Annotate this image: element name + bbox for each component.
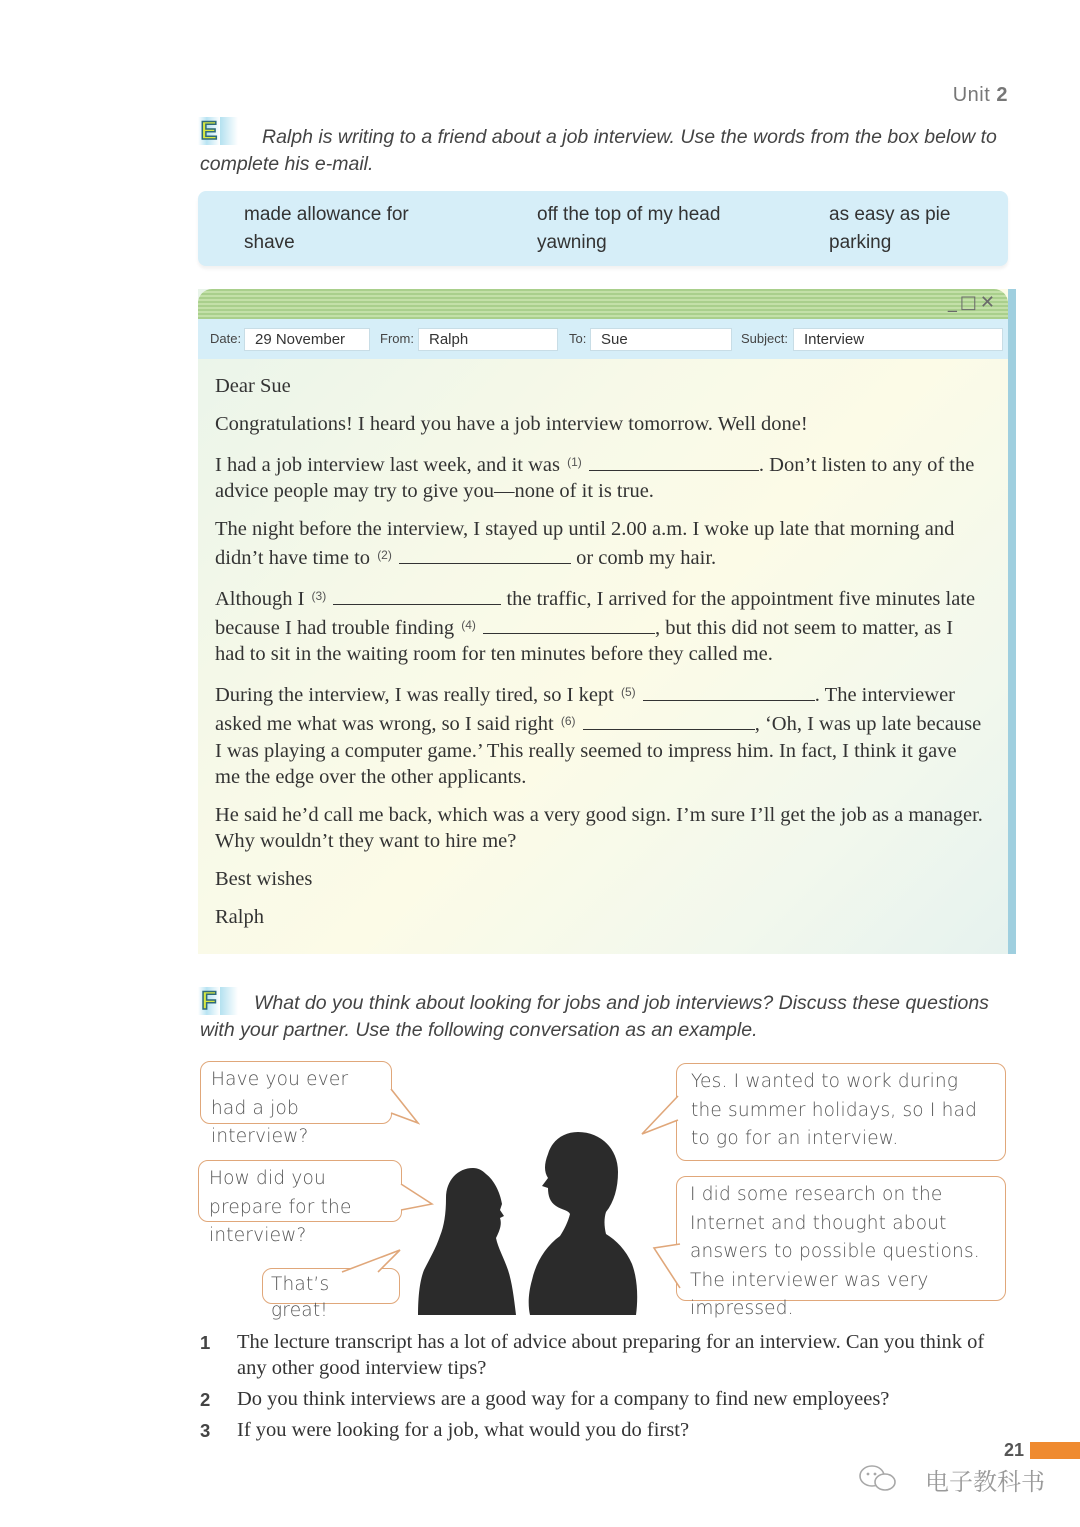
to-field[interactable]: Sue xyxy=(590,328,732,351)
word-box-item: yawning xyxy=(537,232,607,253)
speech-bubble: I did some research on the Internet and thought about answers to possible questions. The interviewer was very impressed. xyxy=(676,1176,1006,1301)
discussion-questions xyxy=(200,1330,1000,1449)
email-title-bar xyxy=(198,289,1008,319)
silhouette-people-image xyxy=(418,1130,640,1315)
speech-bubble: Yes. I wanted to work during the summer holidays, so I had to go for an interview. xyxy=(676,1063,1006,1161)
word-box-item: as easy as pie xyxy=(829,204,951,225)
question-item xyxy=(200,1330,1000,1381)
word-box-item: parking xyxy=(829,232,892,253)
email-window xyxy=(198,289,1016,954)
answer-blank[interactable] xyxy=(399,546,571,564)
answer-blank[interactable] xyxy=(483,616,655,634)
answer-blank[interactable] xyxy=(589,453,759,471)
question-number: 3 xyxy=(200,1419,211,1441)
speech-bubble: How did you prepare for the interview? xyxy=(198,1160,402,1222)
answer-blank[interactable] xyxy=(643,683,815,701)
unit-number: 2 xyxy=(996,84,1008,106)
blank-number: (3) xyxy=(311,588,327,603)
window-controls-icon: _□✕ xyxy=(947,292,998,313)
exercise-f-badge: F xyxy=(198,987,220,1015)
question-number: 1 xyxy=(200,1332,211,1353)
bubble-tail-icon xyxy=(388,1085,420,1125)
blank-number: (2) xyxy=(377,547,392,562)
to-label: To: xyxy=(569,331,587,346)
word-box-item: made allowance for xyxy=(244,204,409,225)
blank-number: (1) xyxy=(567,454,582,469)
email-paragraph: The night before the interview, I stayed up until 2.00 a.m. I woke up late that morning and didn’t have time to $^{(2)}$ or comb my hair. xyxy=(215,517,955,569)
bubble-tail-icon xyxy=(652,1240,682,1290)
exercise-e-badge: E xyxy=(198,117,220,145)
email-paragraph: I had a job interview last week, and it was $^{(1)}$ . Don’t listen to any of the advice people may try to give you—none of it is true. xyxy=(215,453,975,502)
page-number-bar xyxy=(1030,1442,1080,1459)
word-box-item: shave xyxy=(244,232,295,253)
word-box-item: off the top of my head xyxy=(537,204,721,225)
bubble-tail-icon xyxy=(640,1092,680,1136)
watermark-text: 电子教科书 xyxy=(925,1468,1045,1496)
email-header xyxy=(198,319,1008,359)
answer-blank[interactable] xyxy=(333,587,501,605)
from-label: From: xyxy=(380,331,414,346)
email-paragraph: During the interview, I was really tired, so I kept $^{(5)}$ . The interviewer asked me what was wrong, so I said right $^{(6)}$ , ‘Oh, I was up late because I was playing a computer game.’ This really seemed to impress him. In fact, I think it gave me the edge over the other applicants. xyxy=(215,684,982,789)
blank-number: (4) xyxy=(461,618,476,633)
blank-number: (6) xyxy=(560,714,576,729)
speech-bubble: Have you ever had a job interview? xyxy=(200,1061,392,1124)
question-text: If you were looking for a job, what would you do first? xyxy=(237,1418,690,1441)
email-paragraph: Congratulations! I heard you have a job interview tomorrow. Well done! xyxy=(215,412,808,435)
speech-bubble: That’s great! xyxy=(262,1268,400,1304)
page-number: 21 xyxy=(1003,1440,1024,1460)
blank-number: (5) xyxy=(621,685,636,700)
subject-label: Subject: xyxy=(741,331,788,346)
email-greeting: Dear Sue xyxy=(215,375,291,397)
unit-label: Unit 2 xyxy=(952,84,1008,106)
question-text: Do you think interviews are a good way for a company to find new employees? xyxy=(237,1387,890,1410)
from-field[interactable]: Ralph xyxy=(418,328,558,351)
email-paragraph: Although I $^{(3)}$ the traffic, I arrived for the appointment five minutes late because I had trouble finding $^{(4)}$ , but this did not seem to matter, as I had to sit in the waiting room for ten minutes before they called me. xyxy=(215,587,976,666)
exercise-f-instruction: What do you think about looking for jobs and job interviews? Discuss these questions with your partner. Use the following conversation as an example. xyxy=(200,992,989,1041)
question-text: The lecture transcript has a lot of advice about preparing for an interview. Can you think of any other good interview tips? xyxy=(237,1331,985,1379)
question-item xyxy=(200,1418,1000,1444)
bubble-tail-icon xyxy=(340,1248,402,1274)
question-number: 2 xyxy=(200,1388,211,1410)
date-label: Date: xyxy=(210,331,242,346)
subject-field[interactable]: Interview xyxy=(793,328,1003,351)
word-box xyxy=(198,191,1008,266)
date-field[interactable]: 29 November xyxy=(244,328,370,351)
exercise-e-instruction: Ralph is writing to a friend about a job interview. Use the words from the box below to complete his e-mail. xyxy=(200,126,997,175)
question-item xyxy=(200,1387,1000,1413)
email-body xyxy=(215,373,985,942)
answer-blank[interactable] xyxy=(583,712,755,730)
wechat-icon xyxy=(858,1464,898,1492)
email-closing: Best wishes xyxy=(215,867,313,890)
email-signature: Ralph xyxy=(215,905,264,928)
email-paragraph: He said he’d call me back, which was a very good sign. I’m sure I’ll get the job as a manager. Why wouldn’t they want to hire me? xyxy=(215,803,983,853)
